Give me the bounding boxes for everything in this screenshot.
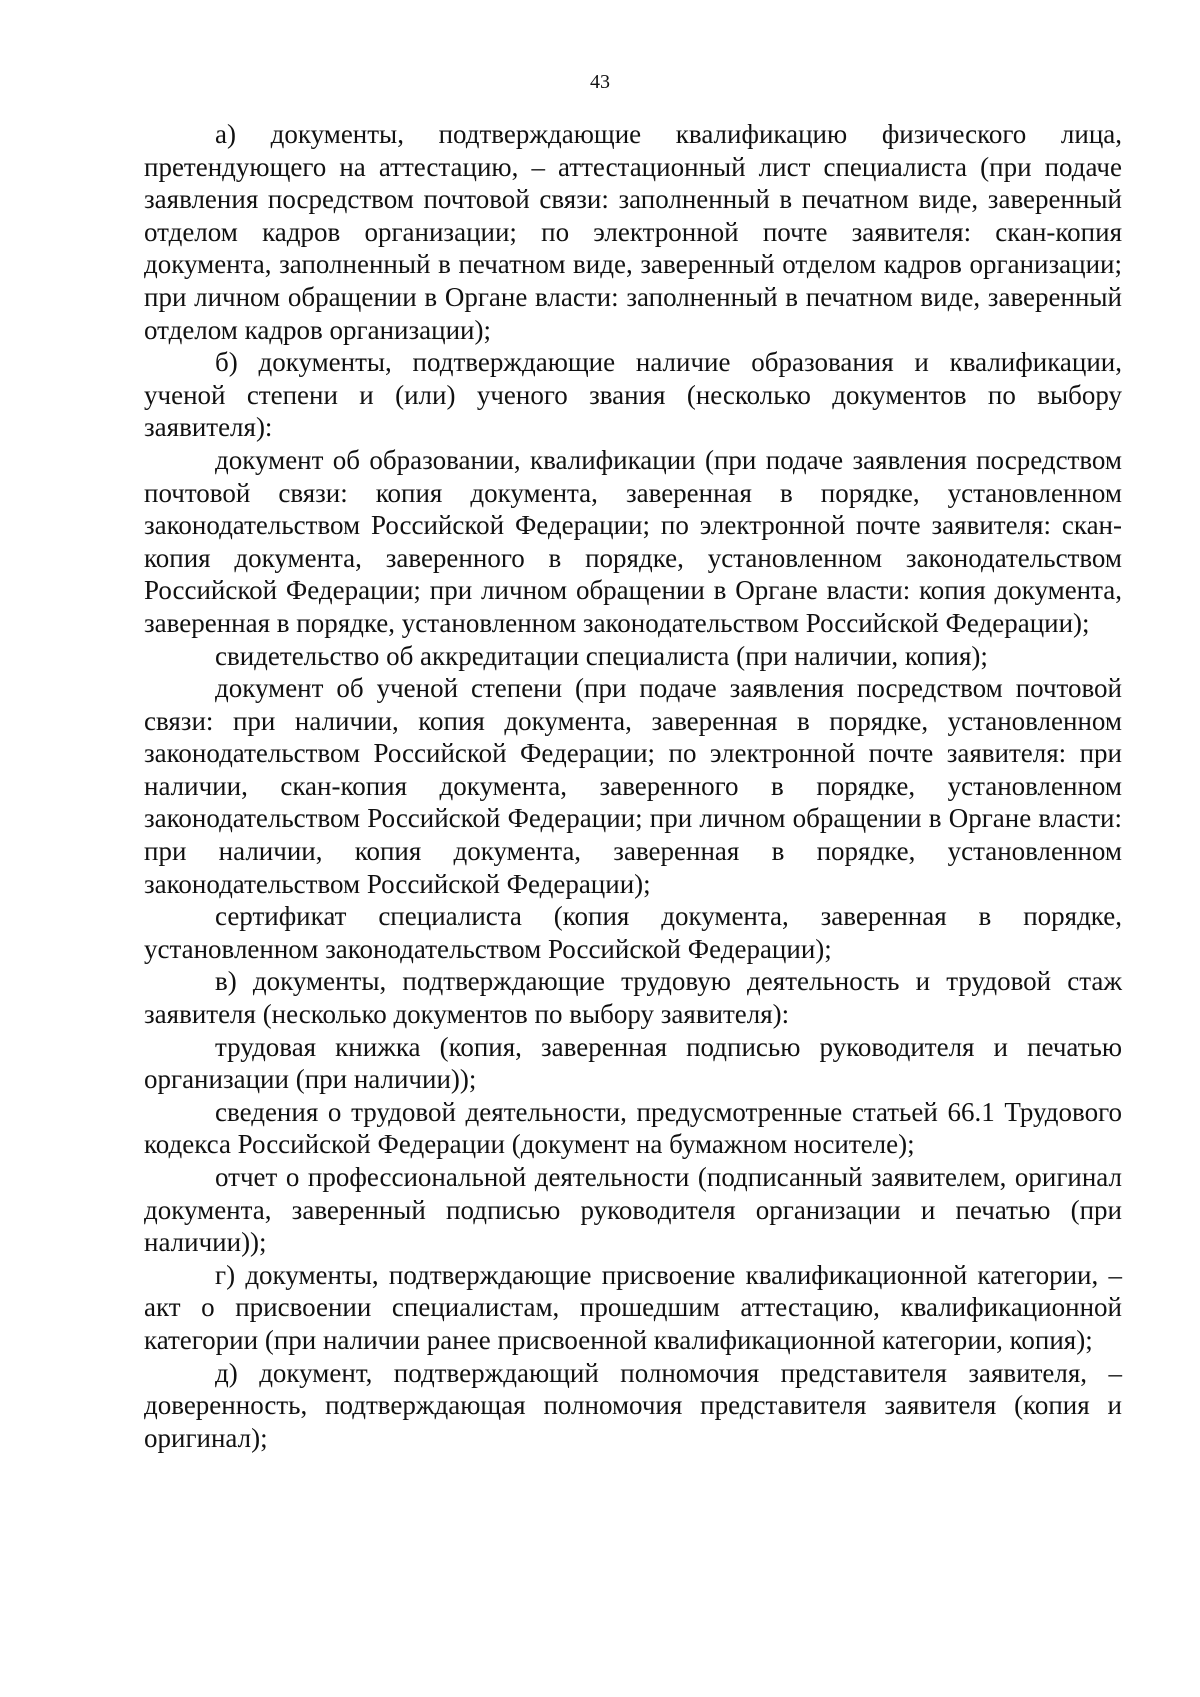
paragraph-employment-information: сведения о трудовой деятельности, предусмотренные статьей 66.1 Трудового кодекса Российской Федерации (документ на бумажном носителе); bbox=[144, 1096, 1122, 1160]
paragraph-d-representative-authority: д) документ, подтверждающий полномочия представителя заявителя, – доверенность, подтверждающая полномочия представителя заявителя (копия и оригинал); bbox=[144, 1357, 1122, 1453]
paragraph-specialist-certificate: сертификат специалиста (копия документа, заверенная в порядке, установленном законодательством Российской Федерации); bbox=[144, 901, 1122, 964]
paragraph-education-certificate: документ об образовании, квалификации (при подаче заявления посредством почтовой связи: копия документа, заверенная в порядке, установленном законодательством Российской Федерации; по электронной почте заявителя: скан-копия документа, заверенного в порядке, установленном законодательством Российской Федерации; при личном обращении в Органе власти: копия документа, заверенная в порядке, установленном законодательством Российской Федерации); bbox=[144, 444, 1122, 638]
document-body bbox=[144, 118, 1122, 1454]
page-number: 43 bbox=[590, 71, 610, 93]
paragraph-work-record-book: трудовая книжка (копия, заверенная подписью руководителя и печатью организации (при наличии)); bbox=[144, 1031, 1122, 1095]
paragraph-b-education-documents: б) документы, подтверждающие наличие образования и квалификации, ученой степени и (или) ученого звания (несколько документов по выбору заявителя): bbox=[144, 347, 1122, 443]
paragraph-accreditation-certificate: свидетельство об аккредитации специалиста (при наличии, копия); bbox=[215, 640, 988, 671]
paragraph-professional-activity-report: отчет о профессиональной деятельности (подписанный заявителем, оригинал документа, заверенный подписью руководителя организации и печатью (при наличии)); bbox=[144, 1162, 1122, 1258]
paragraph-a-qualification-documents: а) документы, подтверждающие квалификацию физического лица, претендующего на аттестацию, – аттестационный лист специалиста (при подаче заявления посредством почтовой связи: заполненный в печатном виде, заверенный отделом кадров организации; по электронной почте заявителя: скан-копия документа, заполненный в печатном виде, заверенный отделом кадров организации; при личном обращении в Органе власти: заполненный в печатном виде, заверенный отделом кадров организации); bbox=[144, 119, 1122, 345]
paragraph-g-category-documents: г) документы, подтверждающие присвоение квалификационной категории, – акт о присвоении специалистам, прошедшим аттестацию, квалификационной категории (при наличии ранее присвоенной квалификационной категории, копия); bbox=[144, 1259, 1122, 1355]
paragraph-academic-degree-document: документ об ученой степени (при подаче заявления посредством почтовой связи: при наличии, копия документа, заверенная в порядке, установленном законодательством Российской Федерации; по электронной почте заявителя: при наличии, скан-копия документа, заверенного в порядке, установленном законодательством Российской Федерации; при личном обращении в Органе власти: при наличии, копия документа, заверенная в порядке, установленном законодательством Российской Федерации); bbox=[144, 673, 1122, 899]
paragraph-v-employment-documents: в) документы, подтверждающие трудовую деятельность и трудовой стаж заявителя (несколько документов по выбору заявителя): bbox=[144, 966, 1122, 1030]
